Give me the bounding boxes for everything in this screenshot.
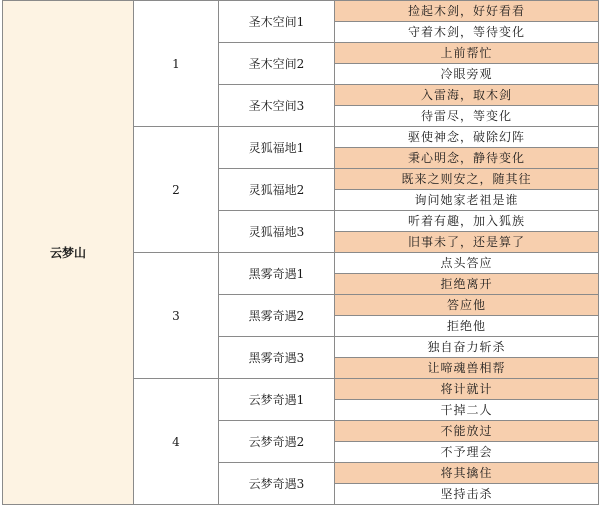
guide-table-body bbox=[3, 1, 599, 505]
choice-cell: 冷眼旁观 bbox=[335, 64, 599, 85]
scene-name-cell: 黑雾奇遇3 bbox=[219, 337, 335, 379]
choice-cell-highlighted: 捡起木剑，好好看看 bbox=[335, 1, 599, 22]
scene-name-cell: 黑雾奇遇2 bbox=[219, 295, 335, 337]
chapter-number-cell: 2 bbox=[134, 127, 219, 253]
choice-cell: 守着木剑，等待变化 bbox=[335, 22, 599, 43]
choice-cell: 不予理会 bbox=[335, 442, 599, 463]
choice-guide-table bbox=[2, 0, 599, 505]
choice-cell: 驱使神念，破除幻阵 bbox=[335, 127, 599, 148]
choice-cell: 独自奋力斩杀 bbox=[335, 337, 599, 358]
scene-name-cell: 圣木空间1 bbox=[219, 1, 335, 43]
choice-cell: 点头答应 bbox=[335, 253, 599, 274]
choice-cell: 询问她家老祖是谁 bbox=[335, 190, 599, 211]
choice-cell-highlighted: 入雷海，取木剑 bbox=[335, 85, 599, 106]
chapter-number-cell: 4 bbox=[134, 379, 219, 505]
choice-cell-highlighted: 拒绝离开 bbox=[335, 274, 599, 295]
choice-cell-highlighted: 答应他 bbox=[335, 295, 599, 316]
choice-cell-highlighted: 旧事未了，还是算了 bbox=[335, 232, 599, 253]
scene-name-cell: 云梦奇遇2 bbox=[219, 421, 335, 463]
choice-cell-highlighted: 将其擒住 bbox=[335, 463, 599, 484]
chapter-number-cell: 1 bbox=[134, 1, 219, 127]
choice-cell: 待雷尽，等变化 bbox=[335, 106, 599, 127]
table-row bbox=[3, 1, 599, 22]
scene-name-cell: 圣木空间2 bbox=[219, 43, 335, 85]
choice-cell: 坚持击杀 bbox=[335, 484, 599, 505]
choice-cell-highlighted: 将计就计 bbox=[335, 379, 599, 400]
choice-cell: 干掉二人 bbox=[335, 400, 599, 421]
scene-name-cell: 灵狐福地2 bbox=[219, 169, 335, 211]
scene-name-cell: 云梦奇遇3 bbox=[219, 463, 335, 505]
choice-cell: 拒绝他 bbox=[335, 316, 599, 337]
choice-cell-highlighted: 让啼魂兽相帮 bbox=[335, 358, 599, 379]
scene-name-cell: 黑雾奇遇1 bbox=[219, 253, 335, 295]
choice-cell-highlighted: 秉心明念，静待变化 bbox=[335, 148, 599, 169]
scene-name-cell: 灵狐福地1 bbox=[219, 127, 335, 169]
choice-cell-highlighted: 既来之则安之，随其往 bbox=[335, 169, 599, 190]
scene-name-cell: 灵狐福地3 bbox=[219, 211, 335, 253]
choice-cell: 听着有趣，加入狐族 bbox=[335, 211, 599, 232]
choice-cell-highlighted: 不能放过 bbox=[335, 421, 599, 442]
chapter-number-cell: 3 bbox=[134, 253, 219, 379]
scene-name-cell: 圣木空间3 bbox=[219, 85, 335, 127]
scene-name-cell: 云梦奇遇1 bbox=[219, 379, 335, 421]
region-name-cell: 云梦山 bbox=[3, 1, 134, 505]
choice-cell-highlighted: 上前帮忙 bbox=[335, 43, 599, 64]
